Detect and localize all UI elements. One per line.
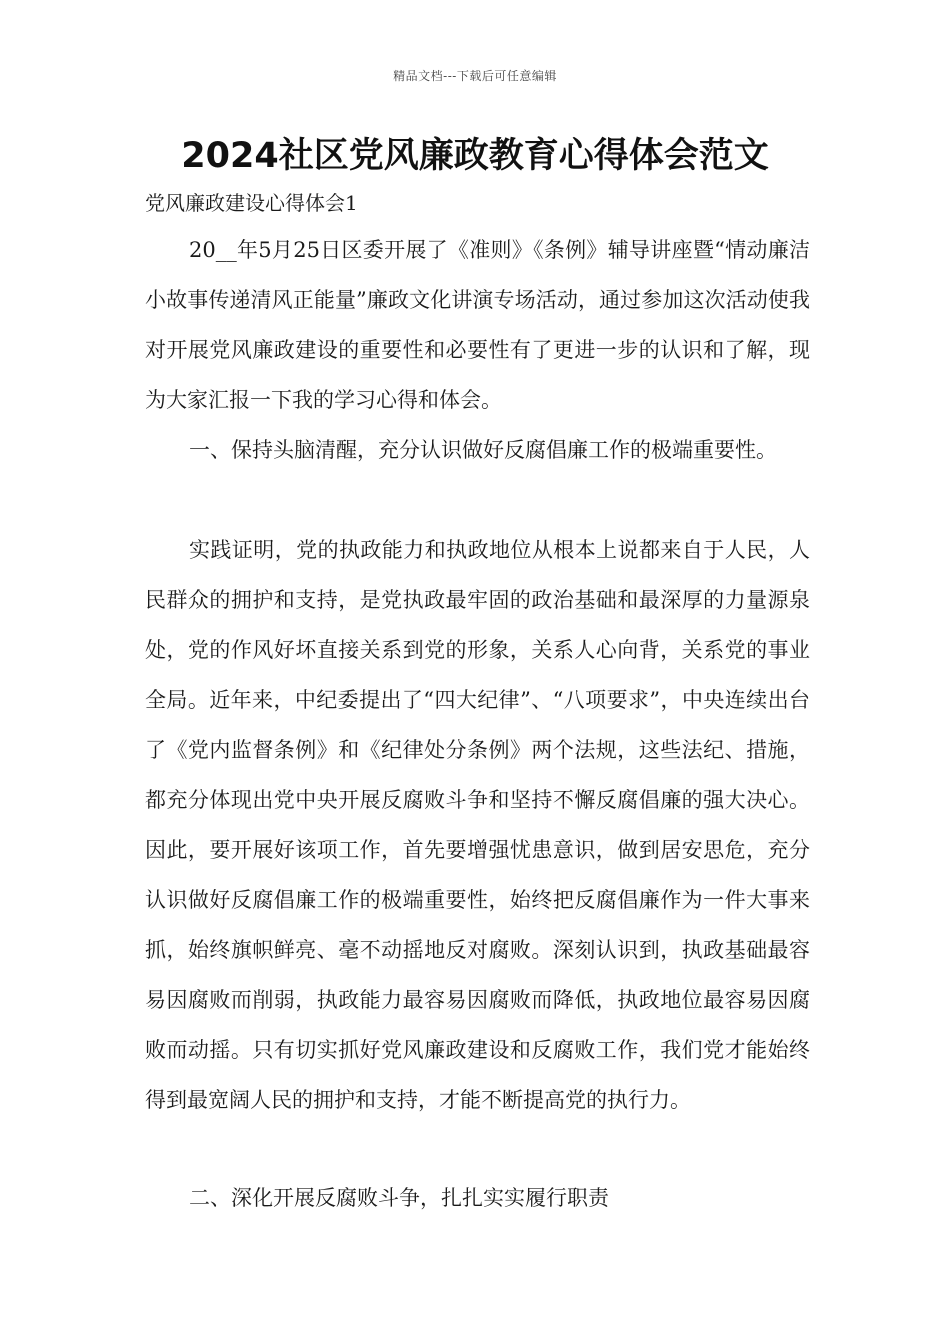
paragraph-intro: 20__年5月25日区委开展了《准则》《条例》辅导讲座暨“情动廉洁小故事传递清风正能量”廉政文化讲演专场活动，通过参加这次活动使我对开展党风廉政建设的重要性和必要性有了更进一步的认识和了解，现为大家汇报一下我的学习心得和体会。 [145,238,810,412]
document-title: 2024社区党风廉政教育心得体会范文 [181,136,769,176]
section-heading-one: 一、保持头脑清醒，充分认识做好反腐倡廉工作的极端重要性。 [189,438,777,462]
document-subtitle: 党风廉政建设心得体会1 [145,191,358,215]
paragraph-practice: 实践证明，党的执政能力和执政地位从根本上说都来自于人民，人民群众的拥护和支持，是党执政最牢固的政治基础和最深厚的力量源泉处，党的作风好坏直接关系到党的形象，关系人心向背，关系党的事业全局。近年来，中纪委提出了“四大纪律”、“八项要求”，中央连续出台了《党内监督条例》和《纪律处分条例》两个法规，这些法纪、措施，都充分体现出党中央开展反腐败斗争和坚持不懈反腐倡廉的强大决心。因此，要开展好该项工作，首先要增强忧患意识，做到居安思危，充分认识做好反腐倡廉工作的极端重要性，始终把反腐倡廉作为一件大事来抓，始终旗帜鲜亮、毫不动摇地反对腐败。深刻认识到，执政基础最容易因腐败而削弱，执政能力最容易因腐败而降低，执政地位最容易因腐败而动摇。只有切实抓好党风廉政建设和反腐败工作，我们党才能始终得到最宽阔人民的拥护和支持，才能不断提高党的执行力。 [145,538,810,1112]
header-note: 精品文档---下载后可任意编辑 [393,69,557,83]
section-heading-two: 二、深化开展反腐败斗争，扎扎实实履行职责 [189,1186,609,1210]
